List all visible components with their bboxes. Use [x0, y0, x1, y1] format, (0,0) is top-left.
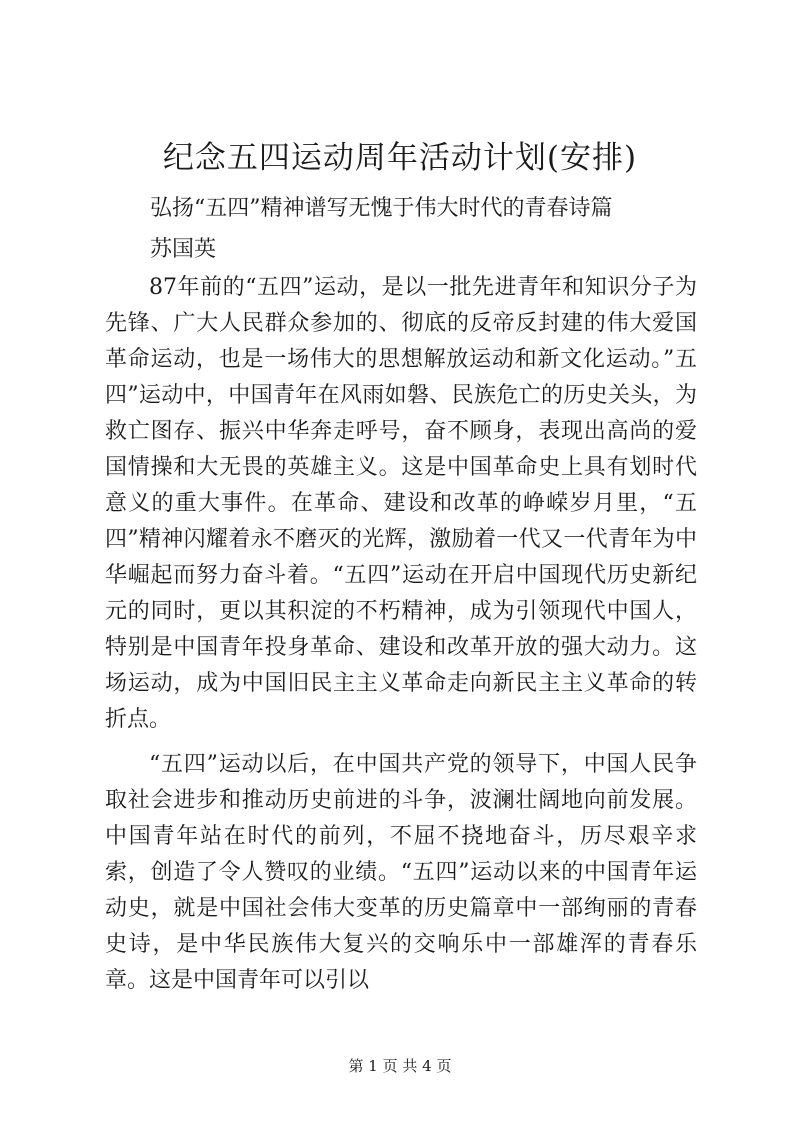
- document-author: 苏国英: [150, 237, 217, 262]
- body-paragraph: “五四”运动以后，在中国共产党的领导下，中国人民争取社会进步和推动历史前进的斗争，波澜壮阔地向前发展。中国青年站在时代的前列，不屈不挠地奋斗，历尽艰辛求索，创造了令人赞叹的业绩。“五四”运动以来的中国青年运动史，就是中国社会伟大变革的历史篇章中一部绚丽的青春史诗，是中华民族伟大复兴的交响乐中一部雄浑的青春乐章。这是中国青年可以引以: [105, 752, 697, 993]
- document-body: [105, 270, 697, 999]
- page-footer: 第 1 页 共 4 页: [348, 1057, 452, 1075]
- document-subtitle: 弘扬“五四”精神谱写无愧于伟大时代的青春诗篇: [150, 196, 613, 221]
- body-paragraph: 87年前的“五四”运动，是以一批先进青年和知识分子为先锋、广大人民群众参加的、彻底的反帝反封建的伟大爱国革命运动，也是一场伟大的思想解放运动和新文化运动。”五四”运动中，中国青年在风雨如磐、民族危亡的历史关头，为救亡图存、振兴中华奔走呼号，奋不顾身，表现出高尚的爱国情操和大无畏的英雄主义。这是中国革命史上具有划时代意义的重大事件。在革命、建设和改革的峥嵘岁月里，“五四”精神闪耀着永不磨灭的光辉，激励着一代又一代青年为中华崛起而努力奋斗着。“五四”运动在开启中国现代历史新纪元的同时，更以其积淀的不朽精神，成为引领现代中国人，特别是中国青年投身革命、建设和改革开放的强大动力。这场运动，成为中国旧民主主义革命走向新民主主义革命的转折点。: [105, 275, 697, 732]
- document-title: 纪念五四运动周年活动计划(安排): [162, 140, 638, 176]
